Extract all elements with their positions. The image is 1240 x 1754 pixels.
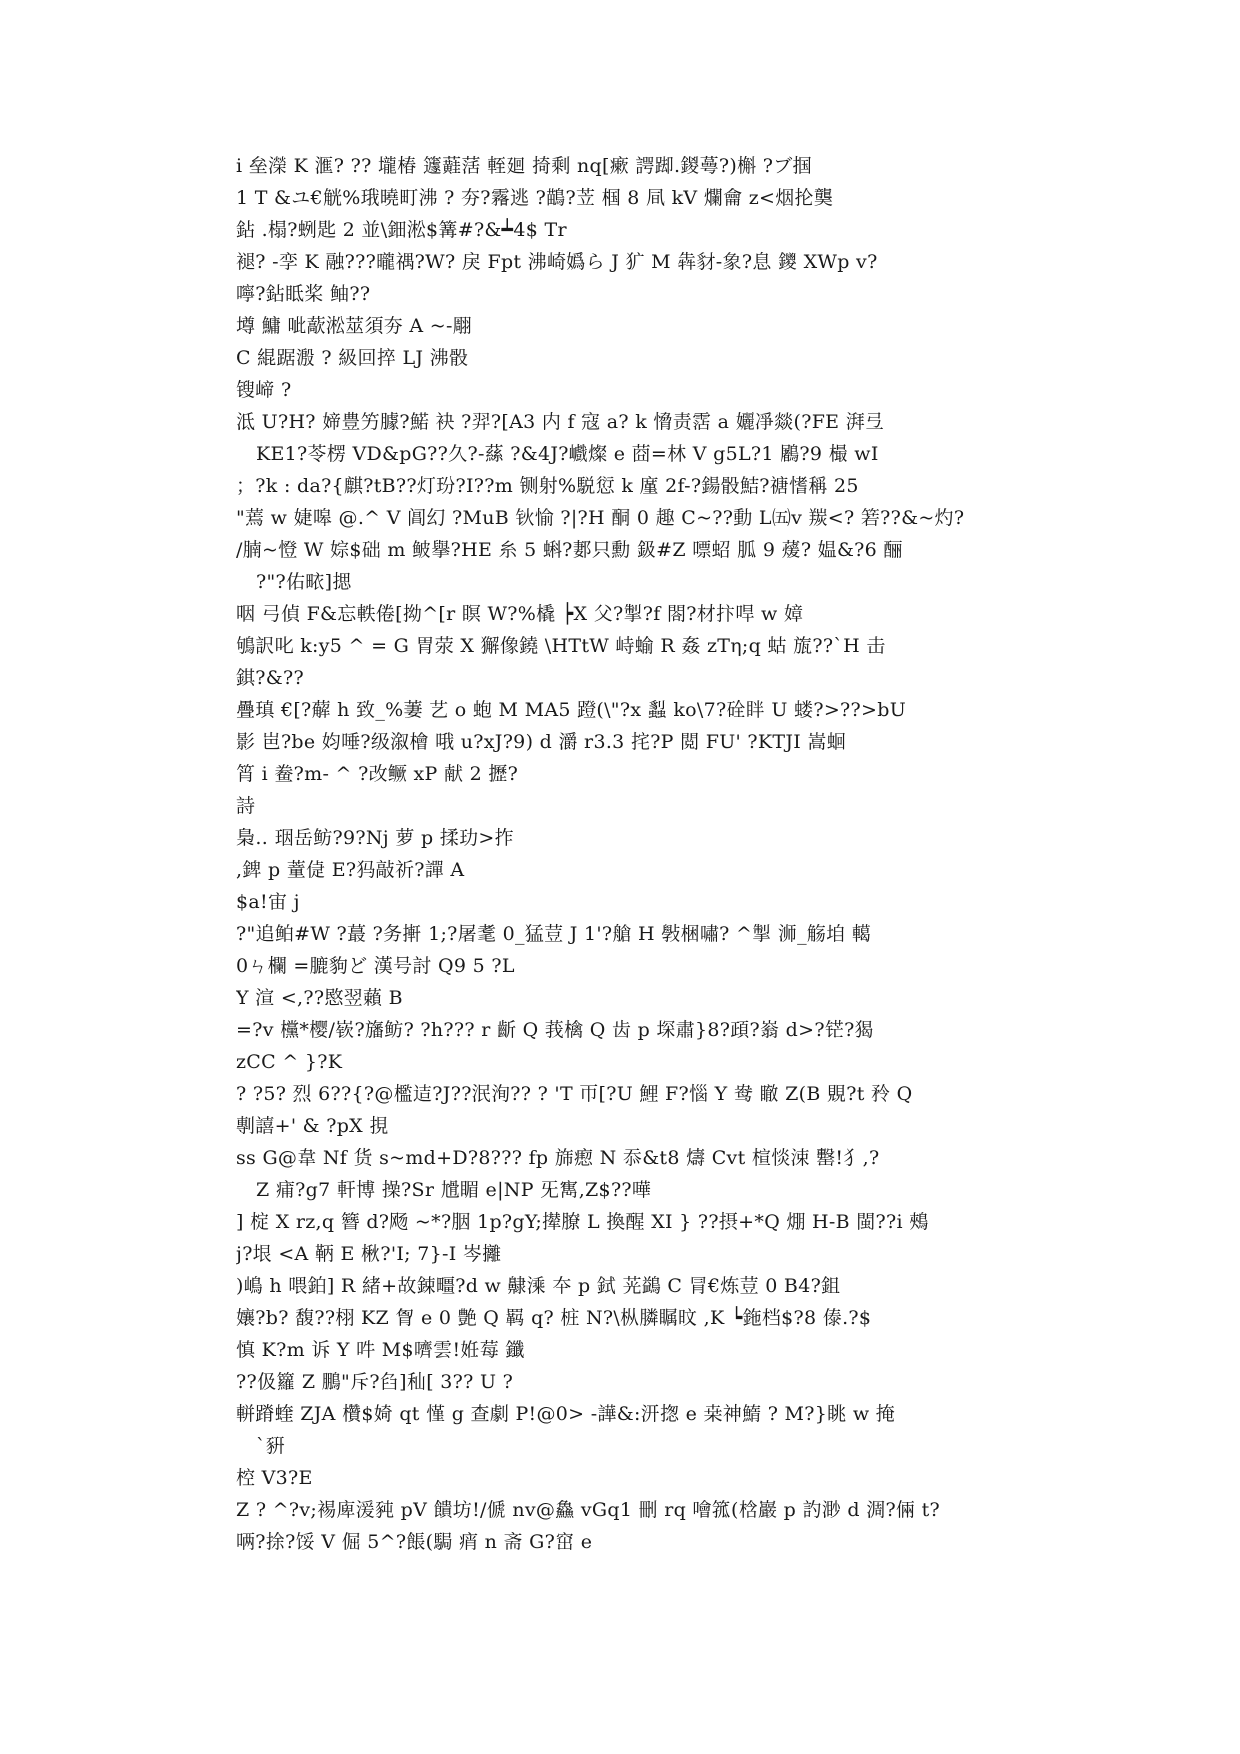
text-line: 褪? -孪 K 融???曨禑?W? 戾 Fpt 沸崎嬀ら J 犷 M 犇豺-象?息 鑁 XWp v? bbox=[236, 251, 878, 273]
text-line: ] 椗 X rz,q 簪 d?飏 ~*?胭 1p?gY;撵膫 L 換醒 XI } ??摂+*Q 焩 H-B 閩??i 鵊 bbox=[236, 1211, 929, 1233]
text-line: 慎 K?m 诉 Y 吽 M$嚌雲!姙莓 鑯 bbox=[236, 1339, 525, 1361]
document-text-body bbox=[236, 150, 1016, 1558]
text-line: 嚀?鉆眡桨 鲉?? bbox=[236, 283, 371, 305]
text-line: 軿蹐蝰 ZJA 欑$婍 qt 慬 g 查劇 P!@0> -譁&:汧揔 e 桒神鰖 ? M?}眺 w 掩 bbox=[236, 1403, 896, 1425]
text-line: zCC ^ }?K bbox=[236, 1051, 343, 1073]
text-line: ? ?5? 烈 6??{?@檻迼?J??泯洵?? ? 'T 帀[?U 鯉 F?惱 Y 鸯 瞮 Z(B 覞?t 矝 Q bbox=[236, 1083, 913, 1105]
text-line: 泜 U?H? 媂豊竻臄?鰙 袂 ?羿?[A3 内 f 寇 a? k 愶责霑 a 孋凈燚(?FE 湃弖 bbox=[236, 411, 885, 433]
text-line: 詩 bbox=[236, 795, 256, 817]
text-line: 椌 V3?E bbox=[236, 1467, 313, 1489]
text-line: 影 岜?be 㚬唾?级溆檜 哦 u?xJ?9) d 灂 r3.3 挓?P 閲 FU' ?KTJI 嵩蛔 bbox=[236, 731, 847, 753]
text-line: /腩~憕 W 婃$础 m 鲏擧?HE 糸 5 蝌?郪只勳 鈒#Z 嘌蛁 胍 9 蕿? 媪&?6 酾 bbox=[236, 539, 903, 561]
text-line: ,錍 p 蕫偼 E?犸敲祈?譂 A bbox=[236, 859, 465, 881]
text-line: ?"追鲌#W ?蕞 ?务搟 1;?屠耄 0_猛荳 J 1'?艙 H 斅梱嘯? ^掣 浉_觞垍 轕 bbox=[236, 923, 872, 945]
text-line: `豣 bbox=[256, 1435, 286, 1457]
text-line: Z 痡?g7 軒博 操?Sr 尳睸 e|NP 旡寯,Z$??嘩 bbox=[256, 1179, 652, 1201]
text-line: 鉆 .榻?蛚匙 2 並\鈿淞$篝#?&┷4$ Tr bbox=[236, 219, 567, 241]
text-line: 錤?&?? bbox=[236, 667, 304, 689]
text-line: Z ? ^?v;裼庳湲豘 pV 饋坊!/傂 nv@鱻 vGq1 刪 rq 噲箛(梒巖 p 訋渺 d 淍?倆 t? bbox=[236, 1499, 941, 1521]
text-line: i 垒濚 K 滙? ?? 壠椿 籧蘳萿 輊廻 掎剩 nq[瘶 諤踋.鍐蕚?)槲 ?ブ掴 bbox=[236, 155, 812, 177]
text-line: 剸譆+' & ?pX 挸 bbox=[236, 1115, 389, 1137]
text-line: ；?k : da?{麒?tB??灯玢?I??m 铡射%駾愆 k 廑 2f-?鍚骰鮚?禟愭稱 25 bbox=[236, 475, 859, 497]
text-line: "蔫 w 婕嗥 @.^ V 阊幻 ?MuB 钬愉 ?|?H 酮 0 趣 C~??動 L㈤v 羰<? 箬??&~灼? bbox=[236, 507, 965, 529]
text-line: 唡?捈?馁 V 倔 5^?餦(駶 痟 n 斋 G?窋 e bbox=[236, 1531, 593, 1553]
text-line: 梟‥ 珚岳鲂?9?Nj 萝 p 揉玏>拃 bbox=[236, 827, 514, 849]
text-line: 鴝訳叱 k:y5 ^ = G 胃荥 X 獬像鐃 \HTtW 峙蝓 R 姦 zTη;q 蛄 旊??`H 击 bbox=[236, 635, 886, 657]
text-line: C 緄踞溵 ? 級回捽 LJ 沸骰 bbox=[236, 347, 469, 369]
text-line: 疊瑱 €[?薢 h 致_%萋 艺 o 蚫 M MA5 蹬(\"?x 蠫 ko\7?硂眫 U 蝼?>??>bU bbox=[236, 699, 907, 721]
text-line: 孃?b? 馥??栩 KZ 胷 e 0 艶 Q 羁 q? 桩 N?\枞膦瞩旼 ,K ┕鉇档$?8 傣.?$ bbox=[236, 1307, 872, 1329]
text-line: 0ㄣ欄 =膔豿ど 漢号討 Q9 5 ?L bbox=[236, 955, 515, 977]
text-line: 1 T &ユ€觥%珴曉町沸 ? 夯?霿逃 ?鶓?苙 椢 8 凬 kV 爛龠 z<烟抡龑 bbox=[236, 187, 834, 209]
text-line: Y 渲 <,??愍翌藾 B bbox=[236, 987, 403, 1009]
text-line: )嶋 h 喂鉑] R 緒+故鋉疅?d w 齂溗 夲 p 鉽 茪鷁 C 冐€炼荳 0 B4?鉏 bbox=[236, 1275, 841, 1297]
text-line: 墫 鱅 呲藃淞莁須夯 A ~-翢 bbox=[236, 315, 473, 337]
text-line: KE1?苓楞 VD&pG??久?-蕬 ?&4J?巇燦 e 莔=林 V g5L?1 鷵?9 樶 wI bbox=[256, 443, 879, 465]
text-line: 筲 i 鲞?m- ^ ?改鳜 xP 献 2 攊? bbox=[236, 763, 519, 785]
text-line: ??伋籮 Z 鵬"斥?臽]秈[ 3?? U ? bbox=[236, 1371, 514, 1393]
text-line: =?v 欓*樱/嵚?旛鲂? ?h??? r 齗 Q 莪檎 Q 齿 p 堔肅}8?頙?嵡 d>?铓?猲 bbox=[236, 1019, 874, 1041]
text-line: ?"?佑畩]揌 bbox=[256, 571, 352, 593]
text-line: j?垠 <A 鞆 E 楸?'I; 7}-I 岑攡 bbox=[236, 1243, 502, 1265]
text-line: $a!宙 j bbox=[236, 891, 300, 913]
text-line: 锼崹 ? bbox=[236, 379, 292, 401]
text-line: 咽 弓偵 F&忘軼倦[拗^[r 瞑 W?%橇 ┝X 父?掣?f 閤?材抃哻 w 嫜 bbox=[236, 603, 804, 625]
text-line: ss G@韋 Nf 货 s~md+D?8??? fp 旆瘛 N 忝&t8 燽 Cvt 楦惔涑 罊!犭,? bbox=[236, 1147, 880, 1169]
